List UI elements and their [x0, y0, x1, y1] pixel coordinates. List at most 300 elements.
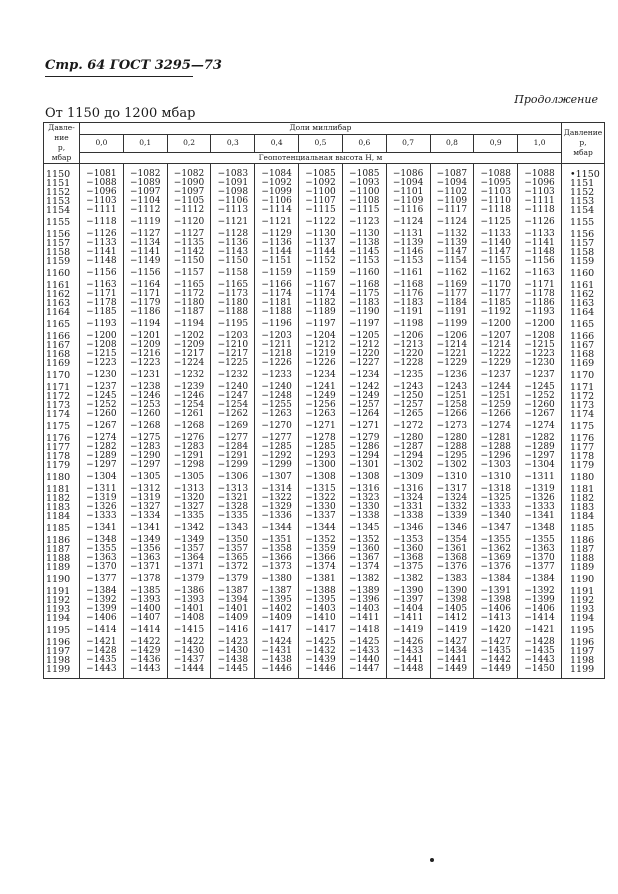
height-value-cell: −1440	[342, 656, 386, 665]
height-value-cell: −1110	[474, 197, 518, 206]
height-value-cell: −1089	[123, 179, 167, 188]
height-value-cell: −1307	[255, 470, 299, 485]
height-value-cell: −1102	[430, 188, 474, 197]
height-value-cell: −1128	[211, 230, 255, 239]
height-value-cell: −1132	[430, 230, 474, 239]
height-value-cell: −1427	[474, 638, 518, 647]
pressure-cell: 1197	[44, 647, 80, 656]
height-value-cell: −1282	[518, 434, 562, 443]
pressure-cell-right: 1163	[562, 299, 605, 308]
height-value-cell: −1381	[299, 572, 343, 587]
height-value-cell: −1355	[518, 536, 562, 545]
height-value-cell: −1280	[430, 434, 474, 443]
height-value-cell: −1267	[80, 419, 124, 434]
height-value-cell: −1207	[474, 332, 518, 341]
pressure-cell-right: 1164	[562, 308, 605, 317]
height-value-cell: −1201	[123, 332, 167, 341]
height-value-cell: −1278	[299, 434, 343, 443]
height-value-cell: −1177	[430, 290, 474, 299]
height-value-cell: −1232	[167, 368, 211, 383]
pressure-cell: 1153	[44, 197, 80, 206]
height-value-cell: −1359	[299, 545, 343, 554]
height-value-cell: −1400	[123, 605, 167, 614]
height-value-cell: −1168	[386, 281, 430, 290]
height-value-cell: −1253	[123, 401, 167, 410]
table-row	[44, 512, 605, 521]
height-value-cell: −1268	[123, 419, 167, 434]
height-value-cell: −1117	[430, 206, 474, 215]
height-value-cell: −1348	[518, 521, 562, 536]
height-value-cell: −1118	[80, 215, 124, 230]
pressure-cell: 1155	[44, 215, 80, 230]
height-value-cell: −1176	[386, 290, 430, 299]
height-value-cell: −1238	[123, 383, 167, 392]
height-value-cell: −1291	[167, 452, 211, 461]
height-value-cell: −1163	[518, 266, 562, 281]
height-value-cell: −1387	[211, 587, 255, 596]
height-value-cell: −1200	[80, 332, 124, 341]
height-value-cell: −1082	[167, 164, 211, 180]
height-value-cell: −1252	[80, 401, 124, 410]
pressure-cell-right: 1161	[562, 281, 605, 290]
pressure-cell: 1182	[44, 494, 80, 503]
height-value-cell: −1216	[123, 350, 167, 359]
height-value-cell: −1267	[518, 410, 562, 419]
height-value-cell: −1239	[167, 383, 211, 392]
height-value-cell: −1351	[255, 536, 299, 545]
height-value-cell: −1395	[299, 596, 343, 605]
height-value-cell: −1439	[299, 656, 343, 665]
height-value-cell: −1084	[255, 164, 299, 180]
fraction-column-header: 0,5	[299, 134, 343, 152]
altitude-table	[43, 122, 605, 679]
pressure-cell: 1157	[44, 239, 80, 248]
height-value-cell: −1141	[518, 239, 562, 248]
height-value-cell: −1323	[342, 494, 386, 503]
height-value-cell: −1274	[518, 419, 562, 434]
pressure-cell: 1192	[44, 596, 80, 605]
height-value-cell: −1134	[123, 239, 167, 248]
height-value-cell: −1433	[386, 647, 430, 656]
height-value-cell: −1087	[430, 164, 474, 180]
height-value-cell: −1336	[255, 512, 299, 521]
height-value-cell: −1219	[299, 350, 343, 359]
height-value-cell: −1355	[474, 536, 518, 545]
height-value-cell: −1333	[80, 512, 124, 521]
fraction-column-header: 0,7	[386, 134, 430, 152]
height-value-cell: −1191	[386, 308, 430, 317]
height-value-cell: −1243	[430, 383, 474, 392]
height-value-cell: −1194	[167, 317, 211, 332]
height-value-cell: −1393	[167, 596, 211, 605]
height-value-cell: −1406	[474, 605, 518, 614]
height-value-cell: −1157	[167, 266, 211, 281]
page-mark-dot	[430, 858, 434, 862]
height-value-cell: −1200	[518, 317, 562, 332]
height-value-cell: −1388	[299, 587, 343, 596]
height-value-cell: −1156	[123, 266, 167, 281]
height-value-cell: −1145	[342, 248, 386, 257]
height-value-cell: −1260	[518, 401, 562, 410]
height-value-cell: −1164	[123, 281, 167, 290]
table-row	[44, 419, 605, 434]
pressure-cell: 1169	[44, 359, 80, 368]
height-value-cell: −1407	[123, 614, 167, 623]
height-value-cell: −1313	[167, 485, 211, 494]
height-value-cell: −1390	[386, 587, 430, 596]
pressure-cell-right: 1190	[562, 572, 605, 587]
height-value-cell: −1126	[518, 215, 562, 230]
height-value-cell: −1088	[518, 164, 562, 180]
height-value-cell: −1245	[518, 383, 562, 392]
height-value-cell: −1374	[299, 563, 343, 572]
height-value-cell: −1311	[518, 470, 562, 485]
height-value-cell: −1212	[342, 341, 386, 350]
height-value-cell: −1101	[386, 188, 430, 197]
pressure-cell: 1152	[44, 188, 80, 197]
height-value-cell: −1136	[255, 239, 299, 248]
height-value-cell: −1155	[474, 257, 518, 266]
height-value-cell: −1272	[386, 419, 430, 434]
height-value-cell: −1373	[255, 563, 299, 572]
pressure-cell-right: 1174	[562, 410, 605, 419]
fraction-column-header: 0,0	[80, 134, 124, 152]
table-row	[44, 410, 605, 419]
height-value-cell: −1178	[80, 299, 124, 308]
height-value-cell: −1103	[80, 197, 124, 206]
height-value-cell: −1148	[80, 257, 124, 266]
pressure-cell: 1185	[44, 521, 80, 536]
height-value-cell: −1283	[167, 443, 211, 452]
height-value-cell: −1248	[255, 392, 299, 401]
height-value-cell: −1113	[211, 206, 255, 215]
continuation-label: Продолжение	[514, 93, 598, 106]
height-value-cell: −1130	[299, 230, 343, 239]
height-value-cell: −1383	[430, 572, 474, 587]
height-value-cell: −1171	[518, 281, 562, 290]
height-value-cell: −1450	[518, 665, 562, 679]
height-value-cell: −1335	[167, 512, 211, 521]
height-value-cell: −1320	[167, 494, 211, 503]
height-value-cell: −1163	[80, 281, 124, 290]
pressure-cell: 1181	[44, 485, 80, 494]
height-value-cell: −1197	[342, 317, 386, 332]
height-value-cell: −1150	[167, 257, 211, 266]
pressure-cell: 1184	[44, 512, 80, 521]
pressure-cell-right: 1173	[562, 401, 605, 410]
pressure-cell-right: 1191	[562, 587, 605, 596]
height-value-cell: −1225	[211, 359, 255, 368]
height-value-cell: −1387	[255, 587, 299, 596]
pressure-cell: 1193	[44, 605, 80, 614]
height-value-cell: −1302	[386, 461, 430, 470]
height-value-cell: −1366	[299, 554, 343, 563]
height-value-cell: −1120	[167, 215, 211, 230]
height-value-cell: −1430	[167, 647, 211, 656]
height-value-cell: −1377	[518, 563, 562, 572]
height-value-cell: −1214	[474, 341, 518, 350]
height-value-cell: −1329	[255, 503, 299, 512]
height-value-cell: −1266	[474, 410, 518, 419]
height-value-cell: −1204	[299, 332, 343, 341]
height-value-cell: −1118	[518, 206, 562, 215]
height-value-cell: −1195	[211, 317, 255, 332]
pressure-cell: 1161	[44, 281, 80, 290]
height-value-cell: −1315	[299, 485, 343, 494]
height-value-cell: −1133	[80, 239, 124, 248]
height-value-cell: −1100	[299, 188, 343, 197]
pressure-cell-right: 1158	[562, 248, 605, 257]
height-value-cell: −1438	[211, 656, 255, 665]
height-value-cell: −1111	[518, 197, 562, 206]
height-value-cell: −1241	[299, 383, 343, 392]
pressure-cell-right: 1197	[562, 647, 605, 656]
height-value-cell: −1265	[386, 410, 430, 419]
height-value-cell: −1414	[123, 623, 167, 638]
height-value-cell: −1285	[299, 443, 343, 452]
height-value-cell: −1371	[167, 563, 211, 572]
height-value-cell: −1302	[430, 461, 474, 470]
pressure-cell-right: 1165	[562, 317, 605, 332]
table-row	[44, 317, 605, 332]
height-value-cell: −1303	[474, 461, 518, 470]
height-value-cell: −1335	[211, 512, 255, 521]
height-value-cell: −1249	[342, 392, 386, 401]
height-value-cell: −1243	[386, 383, 430, 392]
height-value-cell: −1414	[80, 623, 124, 638]
height-value-cell: −1318	[474, 485, 518, 494]
height-value-cell: −1153	[342, 257, 386, 266]
pressure-cell: 1150	[44, 164, 80, 180]
pressure-cell: 1165	[44, 317, 80, 332]
pressure-cell-right: •1150	[562, 164, 605, 180]
height-value-cell: −1245	[80, 392, 124, 401]
height-value-cell: −1396	[342, 596, 386, 605]
height-value-cell: −1421	[518, 623, 562, 638]
height-value-cell: −1330	[342, 503, 386, 512]
height-value-cell: −1382	[342, 572, 386, 587]
height-value-cell: −1210	[211, 341, 255, 350]
height-value-cell: −1269	[211, 419, 255, 434]
height-value-cell: −1284	[211, 443, 255, 452]
height-value-cell: −1403	[342, 605, 386, 614]
height-value-cell: −1343	[211, 521, 255, 536]
height-value-cell: −1106	[255, 197, 299, 206]
height-value-cell: −1355	[80, 545, 124, 554]
height-value-cell: −1217	[167, 350, 211, 359]
height-value-cell: −1118	[474, 206, 518, 215]
pressure-cell-right: 1193	[562, 605, 605, 614]
height-value-cell: −1095	[474, 179, 518, 188]
height-value-cell: −1399	[80, 605, 124, 614]
pressure-cell: 1163	[44, 299, 80, 308]
height-value-cell: −1218	[255, 350, 299, 359]
height-value-cell: −1121	[211, 215, 255, 230]
height-value-cell: −1389	[342, 587, 386, 596]
pressure-cell: 1180	[44, 470, 80, 485]
height-value-cell: −1141	[80, 248, 124, 257]
height-value-cell: −1344	[255, 521, 299, 536]
height-value-cell: −1235	[386, 368, 430, 383]
height-value-cell: −1240	[211, 383, 255, 392]
height-value-cell: −1224	[167, 359, 211, 368]
height-value-cell: −1215	[518, 341, 562, 350]
table-row	[44, 266, 605, 281]
height-value-cell: −1200	[474, 317, 518, 332]
height-value-cell: −1105	[167, 197, 211, 206]
pressure-cell: 1187	[44, 545, 80, 554]
height-value-cell: −1417	[255, 623, 299, 638]
pressure-cell: 1174	[44, 410, 80, 419]
height-value-cell: −1392	[80, 596, 124, 605]
pressure-cell: 1162	[44, 290, 80, 299]
height-value-cell: −1280	[386, 434, 430, 443]
table-row	[44, 308, 605, 317]
height-value-cell: −1178	[518, 290, 562, 299]
height-value-cell: −1085	[342, 164, 386, 180]
height-value-cell: −1401	[211, 605, 255, 614]
pressure-cell-right: 1176	[562, 434, 605, 443]
height-value-cell: −1230	[518, 359, 562, 368]
pressure-cell-right: 1196	[562, 638, 605, 647]
pressure-cell-right: 1167	[562, 341, 605, 350]
height-value-cell: −1114	[255, 206, 299, 215]
height-value-cell: −1184	[430, 299, 474, 308]
pressure-cell: 1189	[44, 563, 80, 572]
height-value-cell: −1304	[518, 461, 562, 470]
height-value-cell: −1220	[342, 350, 386, 359]
pressure-cell: 1196	[44, 638, 80, 647]
height-value-cell: −1408	[167, 614, 211, 623]
height-value-cell: −1446	[299, 665, 343, 679]
height-value-cell: −1194	[123, 317, 167, 332]
height-value-cell: −1129	[255, 230, 299, 239]
height-value-cell: −1263	[299, 410, 343, 419]
height-value-cell: −1319	[123, 494, 167, 503]
height-value-cell: −1417	[299, 623, 343, 638]
height-value-cell: −1208	[518, 332, 562, 341]
height-value-cell: −1311	[80, 485, 124, 494]
height-value-cell: −1203	[255, 332, 299, 341]
height-value-cell: −1088	[474, 164, 518, 180]
height-value-cell: −1125	[474, 215, 518, 230]
height-value-cell: −1112	[167, 206, 211, 215]
pressure-cell: 1166	[44, 332, 80, 341]
height-value-cell: −1202	[167, 332, 211, 341]
height-value-cell: −1419	[386, 623, 430, 638]
height-value-cell: −1390	[430, 587, 474, 596]
height-value-cell: −1296	[474, 452, 518, 461]
table-row	[44, 470, 605, 485]
height-value-cell: −1322	[255, 494, 299, 503]
pressure-cell-right: 1156	[562, 230, 605, 239]
height-value-cell: −1138	[342, 239, 386, 248]
height-value-cell: −1413	[474, 614, 518, 623]
pressure-cell-right: 1195	[562, 623, 605, 638]
header-rule	[45, 76, 193, 77]
fraction-column-header: 0,8	[430, 134, 474, 152]
height-value-cell: −1286	[342, 443, 386, 452]
height-value-cell: −1446	[255, 665, 299, 679]
height-value-cell: −1409	[255, 614, 299, 623]
height-value-cell: −1368	[386, 554, 430, 563]
height-value-cell: −1287	[386, 443, 430, 452]
height-value-cell: −1350	[211, 536, 255, 545]
height-value-cell: −1111	[80, 206, 124, 215]
height-value-cell: −1432	[299, 647, 343, 656]
height-value-cell: −1242	[342, 383, 386, 392]
height-value-cell: −1127	[167, 230, 211, 239]
height-value-cell: −1199	[430, 317, 474, 332]
pressure-cell: 1179	[44, 461, 80, 470]
height-value-cell: −1091	[211, 179, 255, 188]
height-value-cell: −1115	[342, 206, 386, 215]
height-value-cell: −1252	[518, 392, 562, 401]
height-value-cell: −1197	[299, 317, 343, 332]
height-value-cell: −1156	[80, 266, 124, 281]
height-value-cell: −1275	[123, 434, 167, 443]
height-value-cell: −1308	[342, 470, 386, 485]
height-value-cell: −1319	[518, 485, 562, 494]
pressure-cell: 1160	[44, 266, 80, 281]
height-value-cell: −1445	[211, 665, 255, 679]
height-value-cell: −1310	[430, 470, 474, 485]
height-value-cell: −1262	[211, 410, 255, 419]
height-value-cell: −1316	[386, 485, 430, 494]
height-value-cell: −1270	[255, 419, 299, 434]
pressure-cell-right: 1159	[562, 257, 605, 266]
height-value-cell: −1426	[386, 638, 430, 647]
height-value-cell: −1289	[518, 443, 562, 452]
height-value-cell: −1159	[255, 266, 299, 281]
height-value-cell: −1313	[211, 485, 255, 494]
height-value-cell: −1357	[167, 545, 211, 554]
height-value-cell: −1133	[474, 230, 518, 239]
height-value-cell: −1435	[80, 656, 124, 665]
height-value-cell: −1334	[123, 512, 167, 521]
height-value-cell: −1358	[255, 545, 299, 554]
height-value-cell: −1274	[474, 419, 518, 434]
height-value-cell: −1183	[342, 299, 386, 308]
height-value-cell: −1376	[474, 563, 518, 572]
height-value-cell: −1100	[342, 188, 386, 197]
height-value-cell: −1438	[255, 656, 299, 665]
height-value-cell: −1337	[299, 512, 343, 521]
height-value-cell: −1380	[255, 572, 299, 587]
height-value-cell: −1276	[167, 434, 211, 443]
height-value-cell: −1144	[299, 248, 343, 257]
height-value-cell: −1254	[167, 401, 211, 410]
height-value-cell: −1173	[211, 290, 255, 299]
height-value-cell: −1139	[386, 239, 430, 248]
pressure-cell-right: 1178	[562, 452, 605, 461]
height-value-cell: −1196	[255, 317, 299, 332]
height-value-cell: −1260	[80, 410, 124, 419]
pressure-cell: 1154	[44, 206, 80, 215]
height-value-cell: −1363	[123, 554, 167, 563]
height-value-cell: −1386	[167, 587, 211, 596]
pressure-cell-right: 1177	[562, 443, 605, 452]
height-value-cell: −1185	[80, 308, 124, 317]
height-value-cell: −1328	[211, 503, 255, 512]
height-value-cell: −1283	[123, 443, 167, 452]
height-value-cell: −1370	[518, 554, 562, 563]
height-value-cell: −1357	[211, 545, 255, 554]
height-value-cell: −1420	[474, 623, 518, 638]
height-value-cell: −1361	[430, 545, 474, 554]
height-value-cell: −1212	[299, 341, 343, 350]
height-value-cell: −1107	[299, 197, 343, 206]
